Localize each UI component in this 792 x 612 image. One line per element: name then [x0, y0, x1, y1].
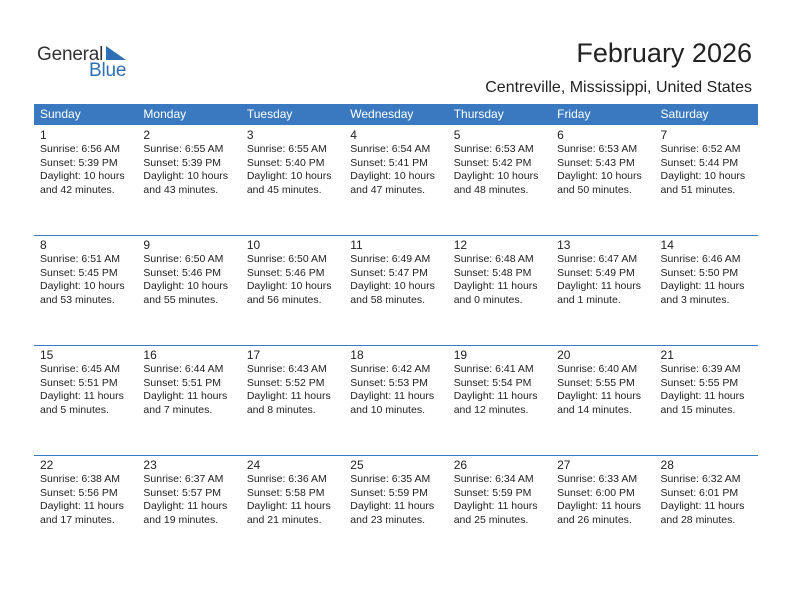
- sunset-text: Sunset: 5:54 PM: [453, 376, 532, 389]
- daylight-text: Daylight: 11 hours: [660, 280, 745, 292]
- day-cell: [137, 455, 240, 565]
- sunset-text: Sunset: 5:55 PM: [660, 376, 739, 389]
- day-cell: [241, 235, 344, 345]
- calendar-week: [34, 125, 758, 235]
- sunrise-text: Sunrise: 6:55 AM: [246, 143, 327, 155]
- daylight-minutes-text: and 17 minutes.: [40, 513, 115, 526]
- daylight-minutes-text: and 21 minutes.: [246, 513, 322, 526]
- weekday-header-thursday: Thursday: [453, 107, 504, 121]
- sunrise-text: Sunrise: 6:40 AM: [557, 363, 638, 375]
- daylight-text: Daylight: 10 hours: [143, 170, 229, 182]
- sunset-text: Sunset: 5:41 PM: [350, 156, 428, 169]
- sunrise-text: Sunrise: 6:50 AM: [246, 253, 327, 265]
- daylight-text: Daylight: 11 hours: [453, 280, 538, 292]
- daylight-minutes-text: and 3 minutes.: [660, 293, 730, 306]
- day-cell: [241, 125, 344, 235]
- day-number: 22: [40, 458, 54, 472]
- day-cell: [655, 235, 758, 345]
- sunrise-text: Sunrise: 6:47 AM: [557, 253, 638, 265]
- sunset-text: Sunset: 5:42 PM: [453, 156, 532, 169]
- daylight-minutes-text: and 45 minutes.: [246, 183, 322, 196]
- day-number: 16: [143, 348, 157, 362]
- daylight-minutes-text: and 42 minutes.: [40, 183, 115, 196]
- day-number: 4: [350, 128, 357, 142]
- sunset-text: Sunset: 5:59 PM: [453, 486, 532, 499]
- daylight-minutes-text: and 14 minutes.: [557, 403, 632, 416]
- sunset-text: Sunset: 5:51 PM: [40, 376, 118, 389]
- day-row: [34, 125, 758, 235]
- sunset-text: Sunset: 5:43 PM: [557, 156, 635, 169]
- sunrise-text: Sunrise: 6:53 AM: [453, 143, 534, 155]
- weekday-header-sunday: Sunday: [40, 107, 81, 121]
- day-cell: [34, 455, 137, 565]
- day-number: 7: [660, 128, 668, 142]
- sunrise-text: Sunrise: 6:55 AM: [143, 143, 224, 155]
- daylight-minutes-text: and 55 minutes.: [143, 293, 219, 306]
- sunrise-text: Sunrise: 6:37 AM: [143, 473, 224, 485]
- sunset-text: Sunset: 5:49 PM: [557, 266, 635, 279]
- daylight-text: Daylight: 10 hours: [246, 280, 332, 292]
- daylight-text: Daylight: 10 hours: [40, 280, 125, 292]
- day-cell: [344, 455, 447, 565]
- sunrise-text: Sunrise: 6:32 AM: [660, 473, 741, 485]
- daylight-text: Daylight: 11 hours: [453, 500, 538, 512]
- sunrise-text: Sunrise: 6:43 AM: [246, 363, 327, 375]
- logo: [37, 44, 137, 80]
- weekday-header-wednesday: Wednesday: [350, 107, 414, 121]
- sunset-text: Sunset: 5:50 PM: [660, 266, 739, 279]
- daylight-minutes-text: and 7 minutes.: [143, 403, 213, 416]
- calendar: [34, 104, 758, 565]
- daylight-text: Daylight: 11 hours: [246, 500, 331, 512]
- day-cell: [655, 125, 758, 235]
- day-number: 11: [350, 238, 363, 252]
- day-number: 6: [557, 128, 564, 142]
- sunset-text: Sunset: 5:46 PM: [246, 266, 325, 279]
- day-row: [34, 235, 758, 345]
- day-cell: [655, 345, 758, 455]
- sunset-text: Sunset: 5:47 PM: [350, 266, 428, 279]
- day-row: [34, 345, 758, 455]
- daylight-text: Daylight: 11 hours: [246, 390, 331, 402]
- day-number: 28: [660, 458, 674, 472]
- sunset-text: Sunset: 5:39 PM: [143, 156, 222, 169]
- daylight-minutes-text: and 47 minutes.: [350, 183, 425, 196]
- day-row: [34, 455, 758, 565]
- sunrise-text: Sunrise: 6:46 AM: [660, 253, 741, 265]
- day-cell: [551, 125, 654, 235]
- daylight-text: Daylight: 10 hours: [350, 170, 435, 182]
- day-cell: [448, 455, 551, 565]
- day-cell: [448, 125, 551, 235]
- calendar-week: [34, 345, 758, 455]
- daylight-minutes-text: and 25 minutes.: [453, 513, 529, 526]
- day-cell: [34, 345, 137, 455]
- daylight-text: Daylight: 11 hours: [660, 390, 745, 402]
- sunrise-text: Sunrise: 6:51 AM: [40, 253, 120, 265]
- daylight-text: Daylight: 10 hours: [350, 280, 435, 292]
- sunrise-text: Sunrise: 6:36 AM: [246, 473, 327, 485]
- daylight-text: Daylight: 11 hours: [350, 390, 435, 402]
- sunset-text: Sunset: 5:39 PM: [40, 156, 118, 169]
- calendar-weeks: [34, 125, 758, 565]
- sunrise-text: Sunrise: 6:49 AM: [350, 253, 431, 265]
- sunset-text: Sunset: 5:59 PM: [350, 486, 428, 499]
- daylight-text: Daylight: 10 hours: [660, 170, 746, 182]
- day-number: 15: [40, 348, 54, 362]
- weekday-header-friday: Friday: [557, 107, 591, 121]
- sunset-text: Sunset: 5:55 PM: [557, 376, 635, 389]
- sunset-text: Sunset: 5:53 PM: [350, 376, 428, 389]
- daylight-minutes-text: and 50 minutes.: [557, 183, 632, 196]
- daylight-text: Daylight: 11 hours: [557, 390, 641, 402]
- daylight-minutes-text: and 51 minutes.: [660, 183, 736, 196]
- day-cell: [448, 345, 551, 455]
- sunset-text: Sunset: 5:56 PM: [40, 486, 118, 499]
- day-cell: [137, 235, 240, 345]
- day-number: 19: [453, 348, 468, 362]
- day-number: 18: [350, 348, 364, 362]
- daylight-text: Daylight: 10 hours: [557, 170, 642, 182]
- daylight-text: Daylight: 11 hours: [453, 390, 538, 402]
- day-number: 25: [350, 458, 364, 472]
- location-subtitle: Centreville, Mississippi, United States: [485, 79, 752, 96]
- daylight-minutes-text: and 26 minutes.: [557, 513, 632, 526]
- day-number: 8: [40, 238, 47, 252]
- sunrise-text: Sunrise: 6:50 AM: [143, 253, 224, 265]
- daylight-text: Daylight: 11 hours: [143, 390, 228, 402]
- day-cell: [344, 235, 447, 345]
- sunrise-text: Sunrise: 6:48 AM: [453, 253, 534, 265]
- sunrise-text: Sunrise: 6:42 AM: [350, 363, 431, 375]
- day-cell: [241, 345, 344, 455]
- daylight-text: Daylight: 11 hours: [143, 500, 228, 512]
- sunset-text: Sunset: 5:44 PM: [660, 156, 739, 169]
- sunset-text: Sunset: 6:00 PM: [557, 486, 635, 499]
- sunrise-text: Sunrise: 6:35 AM: [350, 473, 431, 485]
- day-number: 2: [143, 128, 151, 142]
- daylight-minutes-text: and 56 minutes.: [246, 293, 322, 306]
- day-number: 13: [557, 238, 571, 252]
- sunrise-text: Sunrise: 6:33 AM: [557, 473, 638, 485]
- sunrise-text: Sunrise: 6:45 AM: [40, 363, 120, 375]
- logo-blue-text: Blue: [89, 60, 127, 81]
- day-number: 17: [246, 348, 261, 362]
- daylight-minutes-text: and 19 minutes.: [143, 513, 219, 526]
- day-cell: [34, 125, 137, 235]
- day-number: 21: [660, 348, 674, 362]
- sunset-text: Sunset: 5:40 PM: [246, 156, 325, 169]
- day-number: 3: [246, 128, 254, 142]
- day-cell: [344, 125, 447, 235]
- weekday-header-tuesday: Tuesday: [246, 107, 293, 121]
- daylight-minutes-text: and 5 minutes.: [40, 403, 109, 416]
- daylight-minutes-text: and 1 minute.: [557, 293, 621, 306]
- daylight-minutes-text: and 10 minutes.: [350, 403, 425, 416]
- daylight-minutes-text: and 43 minutes.: [143, 183, 219, 196]
- sunrise-text: Sunrise: 6:54 AM: [350, 143, 431, 155]
- week-divider: [34, 235, 758, 236]
- logo-general-text: General: [37, 44, 104, 65]
- week-divider: [34, 455, 758, 456]
- daylight-minutes-text: and 15 minutes.: [660, 403, 736, 416]
- sunset-text: Sunset: 5:46 PM: [143, 266, 222, 279]
- day-number: 20: [557, 348, 571, 362]
- day-number: 24: [246, 458, 261, 472]
- sunrise-text: Sunrise: 6:52 AM: [660, 143, 741, 155]
- calendar-week: [34, 235, 758, 345]
- day-number: 23: [143, 458, 157, 472]
- day-cell: [448, 235, 551, 345]
- day-number: 26: [453, 458, 468, 472]
- day-cell: [551, 235, 654, 345]
- sunset-text: Sunset: 5:45 PM: [40, 266, 118, 279]
- daylight-minutes-text: and 0 minutes.: [453, 293, 523, 306]
- weekday-header-row: [34, 104, 758, 125]
- daylight-minutes-text: and 58 minutes.: [350, 293, 425, 306]
- daylight-text: Daylight: 11 hours: [660, 500, 745, 512]
- weekday-header-monday: Monday: [143, 107, 187, 121]
- daylight-text: Daylight: 10 hours: [40, 170, 125, 182]
- week-divider: [34, 345, 758, 346]
- sunset-text: Sunset: 5:52 PM: [246, 376, 325, 389]
- daylight-minutes-text: and 8 minutes.: [246, 403, 316, 416]
- sunset-text: Sunset: 5:48 PM: [453, 266, 532, 279]
- sunset-text: Sunset: 5:57 PM: [143, 486, 222, 499]
- sunrise-text: Sunrise: 6:38 AM: [40, 473, 120, 485]
- sunrise-text: Sunrise: 6:34 AM: [453, 473, 534, 485]
- calendar-week: [34, 455, 758, 565]
- daylight-text: Daylight: 10 hours: [453, 170, 539, 182]
- day-number: 14: [660, 238, 674, 252]
- day-cell: [34, 235, 137, 345]
- day-number: 1: [40, 128, 47, 142]
- day-cell: [655, 455, 758, 565]
- daylight-text: Daylight: 11 hours: [40, 390, 124, 402]
- daylight-minutes-text: and 53 minutes.: [40, 293, 115, 306]
- day-cell: [137, 125, 240, 235]
- daylight-minutes-text: and 23 minutes.: [350, 513, 425, 526]
- sunrise-text: Sunrise: 6:44 AM: [143, 363, 224, 375]
- sunrise-text: Sunrise: 6:53 AM: [557, 143, 638, 155]
- weekday-header-saturday: Saturday: [660, 107, 709, 121]
- daylight-text: Daylight: 11 hours: [40, 500, 124, 512]
- daylight-minutes-text: and 12 minutes.: [453, 403, 529, 416]
- day-cell: [137, 345, 240, 455]
- daylight-text: Daylight: 11 hours: [557, 500, 641, 512]
- daylight-text: Daylight: 11 hours: [350, 500, 435, 512]
- page-title: February 2026: [576, 38, 752, 68]
- day-number: 12: [453, 238, 468, 252]
- day-number: 10: [246, 238, 261, 252]
- day-cell: [344, 345, 447, 455]
- sunrise-text: Sunrise: 6:39 AM: [660, 363, 741, 375]
- sunset-text: Sunset: 5:51 PM: [143, 376, 222, 389]
- sunrise-text: Sunrise: 6:41 AM: [453, 363, 534, 375]
- daylight-minutes-text: and 28 minutes.: [660, 513, 736, 526]
- sunset-text: Sunset: 6:01 PM: [660, 486, 739, 499]
- daylight-minutes-text: and 48 minutes.: [453, 183, 529, 196]
- sunset-text: Sunset: 5:58 PM: [246, 486, 325, 499]
- daylight-text: Daylight: 10 hours: [246, 170, 332, 182]
- day-cell: [241, 455, 344, 565]
- day-number: 5: [453, 128, 461, 142]
- daylight-text: Daylight: 10 hours: [143, 280, 229, 292]
- day-cell: [551, 455, 654, 565]
- day-number: 27: [557, 458, 571, 472]
- day-number: 9: [143, 238, 151, 252]
- daylight-text: Daylight: 11 hours: [557, 280, 641, 292]
- day-cell: [551, 345, 654, 455]
- sunrise-text: Sunrise: 6:56 AM: [40, 143, 120, 155]
